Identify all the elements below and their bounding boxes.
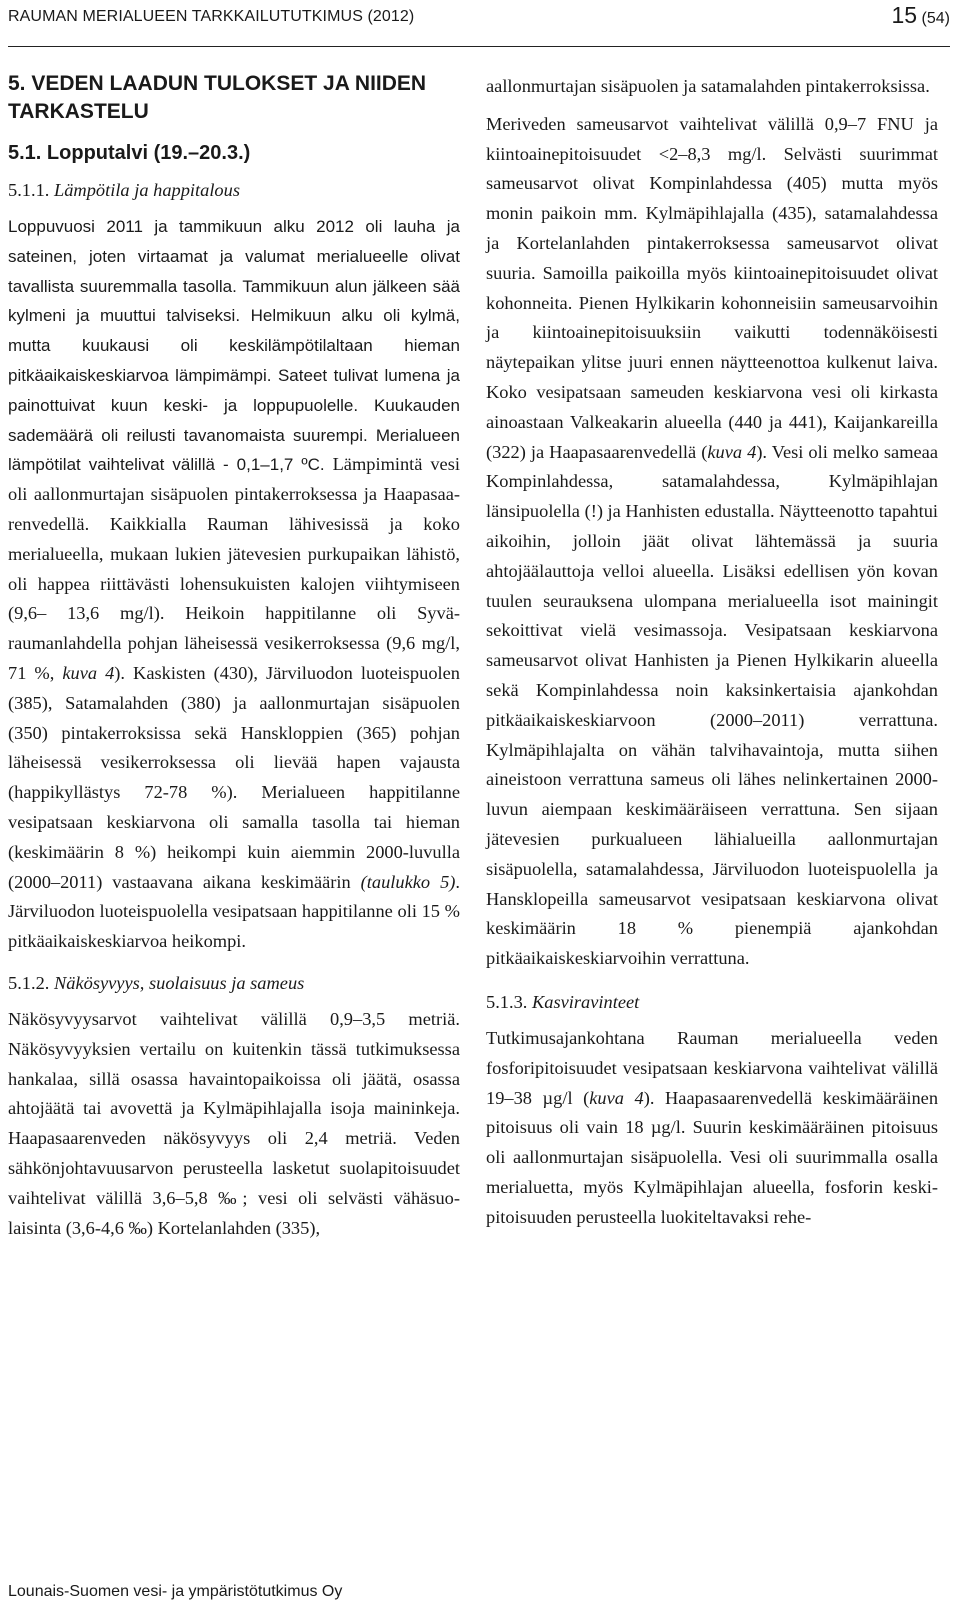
paragraph-text: ). Vesi oli melko sameaa Kompinlahdessa, satamalahdessa, Kylmäpihlajan länsipuolella (!) ja Hanhisten edustalla. Näytteenotto tapahtui aikoihin, jolloin jäät olivat lähtemässä ja suuria ahtojäälauttoja velloi alueella. Lisäksi edellisen yön kovan tuulen seurauksena ulompana merialueella isot mainingit sekoittivat vielä vesimassoja. Vesipatsaan keskiarvona sameusarvot olivat Hanhisten ja Pienen Hylkikarin alueella sekä Kompinlahdessa noin kaksinkertaisia ajankohdan pitkäaikaiskeskiarvoon (2000–2011) verrattuna. Kylmäpihlajalta on vähän talvihavaintoja, mutta siihen aineistoon verrattuna sameus oli lähes nelinkertainen 2000-luvun aiempaan keskimääräiseen verrattuna. Sen sijaan jätevesien purkualueen lähialueilla aallonmurtajan sisäpuolella, satamalahdessa, Järviluodon luoteispuolella ja Hansklopeilla sameusarvot vesipatsaan keskiarvona olivat keskimäärin 18 % pienempiä ajankohdan pitkäaikaiskeskiarvoihin verrattuna. [486, 441, 938, 969]
subsection-title: Lämpötila ja happitalous [54, 180, 240, 200]
page-footer: Lounais-Suomen vesi- ja ympäristötutkimus Oy [8, 1583, 343, 1600]
right-column [486, 72, 938, 1232]
subsection-heading-511 [8, 176, 460, 204]
page-current: 15 [891, 2, 918, 28]
figure-reference: kuva 4 [62, 662, 115, 683]
paragraph-nutrients [486, 1024, 938, 1233]
paragraph-text: Meriveden sameusarvot vaihtelivat välillä 0,9–7 FNU ja kiintoainepitoisuudet <2–8,3 mg/l. Selvästi suurimmat sameusarvot olivat Kompinlahdessa (405) mutta myös monin paikoin mm. Kylmäpihlajalla (435), satamalahdessa ja Kortelanlahden pintakerroksessa sameusarvot olivat suuria. Samoilla paikoilla myös kiintoainepitoisuudet olivat kohonneita. Pienen Hylkikarin kohonneisiin sameusarvoihin ja kiintoainepitoisuuksiin vaikutti todennäköisesti näytepaikan ylitse juuri ennen näytteenottoa kulkenut laiva. Koko vesipatsaan sameuden keskiarvona vesi oli kirkasta ainoastaan Valkeakarin alueella (440 ja 441), Kaijankareilla (322) ja Haapasaarenvedellä ( [486, 113, 938, 462]
table-reference: (taulukko 5) [360, 871, 456, 892]
page-header [8, 2, 950, 47]
subsection-heading-513 [486, 988, 938, 1016]
subsection-number: 5.1.1. [8, 180, 50, 200]
left-column [8, 70, 460, 1243]
paragraph-text: Loppuvuosi 2011 ja tammikuun alku 2012 oli lauha ja sateinen, joten virtaamat ja valumat merialueelle olivat tavallista suuremmalla tasolla. Tammikuun alun jälkeen sää kylmeni ja muuttui talviseksi. Helmikuun alku oli kylmä, mutta kuukausi oli keskilämpötilaltaan hieman pitkäaikaiskeskiarvoa lämpimämpi. Sateet tulivat lumena ja painottuivat kuun keski- ja loppupuolelle. Kuukauden sademäärä oli reilusti tavanomaista suurempi. Merialueen lämpötilat vaihtelivat välillä - 0,1–1,7 ºC. [8, 217, 460, 475]
page-number [892, 2, 951, 29]
paragraph-visibility: Näkösyvyysarvot vaihtelivat välillä 0,9–3,5 metriä. Näkösyvyyksien vertailu on kuitenkin tässä tutkimuksessa hankalaa, sillä osassa havaintopaikoissa oli jäätä, osassa ahtojäätä tai avovettä ja Kylmäpihlajalla isoja maininkeja. Haapasaarenveden näkösyvyys oli 2,4 metriä. Veden sähkönjohtavuusarvon perusteella lasketut suolapitoisuudet vaihtelivat välillä 3,6–5,8 ‰; vesi oli selvästi vähäsuolaisinta (3,6-4,6 ‰) Kortelanlahden (335), [8, 1008, 460, 1238]
section-heading: 5.1. Lopputalvi (19.–20.3.) [8, 142, 251, 164]
subsection-title: Näkösyvyys, suolaisuus ja sameus [54, 972, 305, 993]
subsection-heading-512 [8, 969, 460, 997]
paragraph-text: . Järviluodon luoteispuolella vesipatsaan happitilanne oli 15 % pitkäaikaiskeskiarvoa heikompi. [8, 871, 461, 952]
paragraph-text: Lämpimintä vesi oli aallonmurtajan sisäpuolen pintakerroksessa ja Haapasaarenvedellä. Kaikkialla Rauman lähivesissä ja koko merialueella, mukaan lukien jätevesien purkupaikan lähistö, oli happea riittävästi lohensukuisten kalojen viihtymiseen (9,6– 13,6 mg/l). Heikoin happitilanne oli Syväraumanlahdella pohjan läheisessä vesikerroksessa (9,6 mg/l, 71 %, [8, 454, 460, 683]
paragraph-continuation: aallonmurtajan sisäpuolen ja satamalahden pintakerroksissa. [486, 76, 930, 96]
paragraph-temperature-oxygen [8, 212, 460, 957]
chapter-heading: 5. VEDEN LAADUN TULOKSET JA NIIDEN TARKASTELU [8, 72, 427, 123]
subsection-title: Kasviravinteet [532, 991, 640, 1012]
paragraph-turbidity [486, 110, 938, 974]
report-title: RAUMAN MERIALUEEN TARKKAILUTUTKIMUS (2012) [8, 8, 415, 25]
paragraph-text: ). Kaskisten (430), Järviluodon luoteispuolen (385), Satamalahden (380) ja aallonmurtajan sisäpuolen (350) pintakerroksissa sekä Hanskloppien (365) pohjan läheisessä vesikerroksessa oli lievää hapen vajausta (happikyllästys 72-78 %). Merialueen happitilanne vesipatsaan keskiarvona oli samalla tasolla tai hieman (keskimäärin 8 %) heikompi kuin aiemmin 2000-luvulla (2000–2011) vastaavana aikana keskimäärin [8, 662, 460, 892]
paragraph-text: Tutkimusajankohtana Rauman merialueella veden fosforipitoisuudet vesipatsaan keskiarvona vaihtelivat välillä 19–38 µg/l ( [486, 1027, 938, 1108]
figure-reference: kuva 4 [589, 1087, 644, 1108]
subsection-number: 5.1.2. [8, 972, 50, 993]
paragraph-text: ). Haapasaarenvedellä keskimääräinen pitoisuus oli vain 18 µg/l. Suurin keskimääräinen pitoisuus oli aallonmurtajan sisäpuolella. Vesi oli suurimmalla osalla merialuetta, myös Kylmäpihlajan alueella, fosforin keskipitoisuuden perusteella luokiteltavaksi rehe- [486, 1087, 939, 1227]
subsection-number: 5.1.3. [486, 991, 528, 1012]
page-total: (54) [921, 10, 950, 27]
figure-reference: kuva 4 [707, 441, 757, 462]
